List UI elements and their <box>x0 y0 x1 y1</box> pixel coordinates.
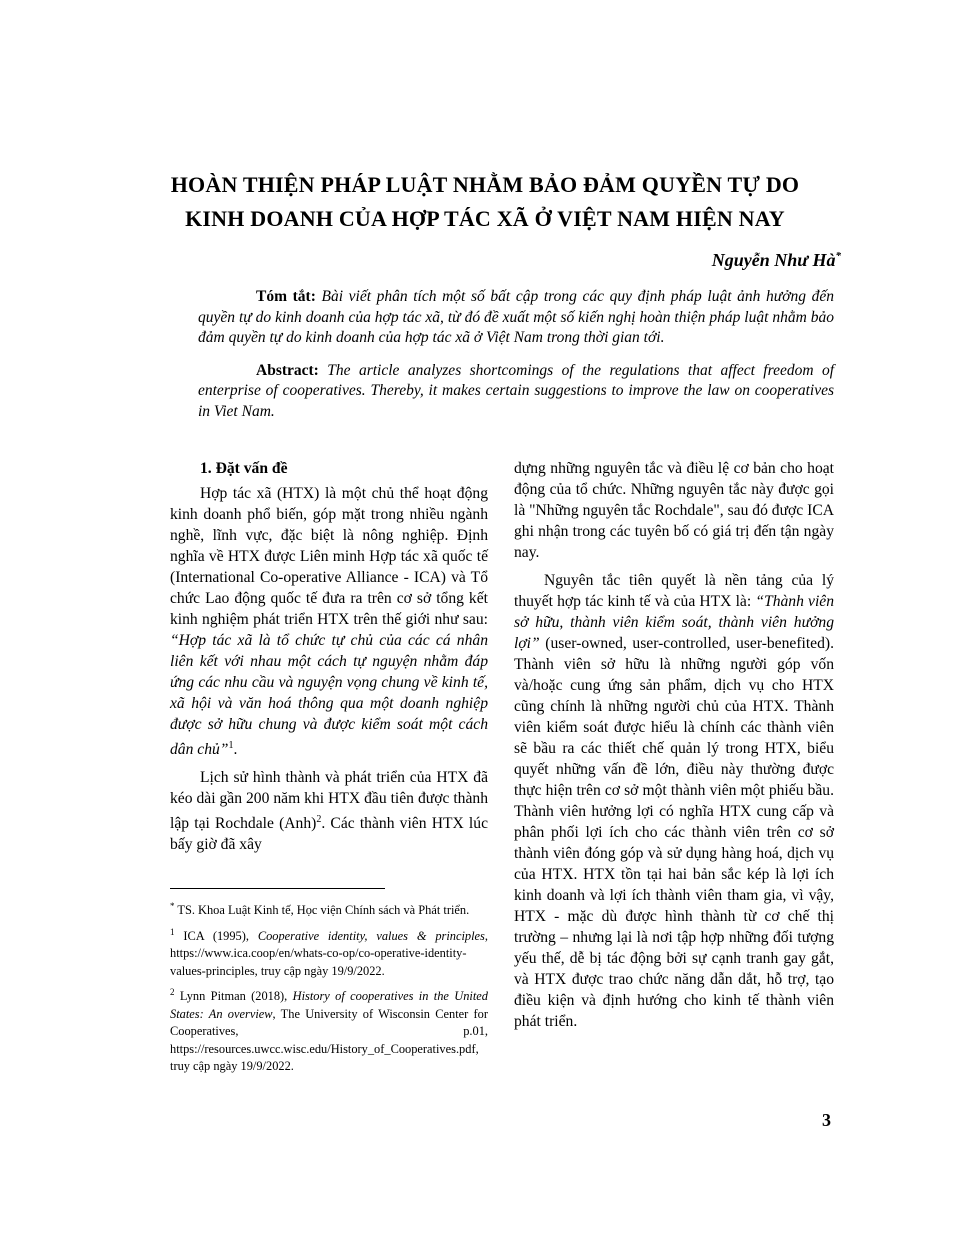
footnote-ref-1: 1 <box>228 740 234 751</box>
paragraph-text: Nguyên tắc tiên quyết là nền tảng của lý thuyết hợp tác kinh tế và của HTX là: <box>514 572 834 610</box>
summary-vi-text: Bài viết phân tích một số bất cập trong các quy định pháp luật ảnh hưởng đến quyền tự do kinh doanh của hợp tác xã, từ đó đề xuất một số kiến nghị hoàn thiện pháp luật nhằm bảo đảm quyền tự do kinh doanh của hợp tác xã ở Việt Nam trong thời gian tới. <box>198 288 834 346</box>
footnote-divider <box>170 888 385 889</box>
right-column <box>514 458 834 1039</box>
footnote-1 <box>170 924 488 981</box>
footnote-author <box>170 898 488 920</box>
footnote-mark: 1 <box>170 926 175 937</box>
left-column <box>170 458 488 862</box>
paragraph-text: (user-owned, user-controlled, user-benefited). Thành viên sở hữu là những người góp vốn và/hoặc cung ứng sản phẩm, dịch vụ cho HTX cũng chính là những người chủ của HTX. Thành viên kiểm soát được hiểu là chính các thành viên sẽ bầu ra các thiết chế quản lý trong HTX, biểu quyết những vấn đề lớn, điều này thường được thực hiện trên cơ sở một thành viên một phiếu bầu. Thành viên hưởng lợi có nghĩa HTX cung cấp và phân phối lợi ích cho các thành viên trên cơ sở thành viên đóng góp và sử dụng hàng hoá, dịch vụ của HTX. HTX tồn tại hai bản sắc kép là lợi ích kinh doanh và lợi ích thành viên tham gia, vì vậy, HTX - mặc dù được hình thành từ cơ chế thị trường – nhưng lại là nơi tập hợp những đối tượng yếu thế, dễ bị tác động bởi sự cạnh tranh gay gắt, và HTX được trao chức năng dẫn dắt, hỗ trợ, tạo điều kiện và định hướng cho kinh tế thành viên phát triển. <box>514 635 834 1030</box>
footnote-text: ICA (1995), <box>174 928 258 943</box>
paragraph-text: Lịch sử hình thành và phát triển của HTX đã kéo dài gần 200 năm khi HTX đầu tiên được thành lập tại Rochdale (Anh) <box>170 769 488 833</box>
article-title-line-1: HOÀN THIỆN PHÁP LUẬT NHẰM BẢO ĐẢM QUYỀN TỰ DO <box>170 172 800 197</box>
footnote-ref-2: 2 <box>316 814 322 826</box>
summary-en-label: Abstract: <box>256 361 319 379</box>
definition-quote: “Hợp tác xã là tổ chức tự chủ của các cá nhân liên kết với nhau một cách tự nguyện nhằm đáp ứng các nhu cầu và nguyện vọng chung về kinh tế, xã hội và văn hoá thông qua một doanh nghiệp được sở hữu chung và được kiểm soát một cách dân chủ” <box>170 632 488 759</box>
summary-english <box>198 361 834 423</box>
paragraph-core-principle <box>514 570 834 1032</box>
summary-vietnamese <box>198 287 834 349</box>
footnotes <box>170 898 488 1080</box>
author <box>712 250 841 271</box>
summary-vi-label: Tóm tắt: <box>256 288 316 305</box>
page-number: 3 <box>822 1110 831 1130</box>
footnote-text: , https://www.ica.coop/en/whats-co-op/co-operative-identity-values-principles, truy cập ngày 19/9/2022. <box>170 928 488 978</box>
footnote-mark: * <box>170 901 175 911</box>
article-title <box>100 168 870 236</box>
principle-quote: “Thành viên sở hữu, thành viên kiểm soát, thành viên hưởng lợi” <box>514 593 835 652</box>
paragraph-principles-continued: dựng những nguyên tắc và điều lệ cơ bản cho hoạt động của tổ chức. Những nguyên tắc này được gọi là "Những nguyên tắc Rochdale", sau đó được ICA ghi nhận trong các tuyên bố có giá trị đến tận ngày nay. <box>514 460 834 561</box>
footnote-mark: 2 <box>170 987 175 998</box>
paragraph-history <box>170 767 488 855</box>
section-heading: 1. Đặt vấn đề <box>200 460 288 477</box>
footnote-source-title: Cooperative identity, values & principles <box>257 928 485 943</box>
footnote-2 <box>170 984 488 1076</box>
article-title-line-2: KINH DOANH CỦA HỢP TÁC XÃ Ở VIỆT NAM HIỆN NAY <box>185 206 785 231</box>
footnote-text: , The University of Wisconsin Center for Cooperatives, p.01, https://resources.uwcc.wisc.edu/History_of_Cooperatives.pdf, truy cập ngày 19/9/2022. <box>170 1006 488 1074</box>
author-footnote-mark: * <box>835 250 841 262</box>
paragraph-text: . Các thành viên HTX lúc bấy giờ đã xây <box>170 815 488 854</box>
paragraph-text: Hợp tác xã (HTX) là một chủ thể hoạt động kinh doanh phổ biến, góp mặt trong nhiều ngành nghề, lĩnh vực, đặc biệt là nông nghiệp. Định nghĩa về HTX được Liên minh Hợp tác xã quốc tế (International Co-operative Alliance - ICA) và Tổ chức Lao động quốc tế đưa ra trên cơ sở tổng kết kinh nghiệm phát triển HTX trên thế giới như sau: <box>170 485 488 628</box>
footnote-text: TS. Khoa Luật Kinh tế, Học viện Chính sách và Phát triển. <box>174 903 470 918</box>
abstract-block <box>198 287 834 434</box>
summary-en-text: The article analyzes shortcomings of the regulations that affect freedom of enterprise of cooperatives. Thereby, it makes certain suggestions to improve the law on cooperatives in Viet Nam. <box>198 361 835 420</box>
paragraph-definition: Hợp tác xã (HTX) là một chủ thể hoạt động kinh doanh phổ biến, góp mặt trong nhiều ngành nghề, lĩnh vực, đặc biệt là nông nghiệp. Định nghĩa về HTX được Liên minh Hợp tác xã quốc tế (International Co-operative Alliance - ICA) và Tổ chức Lao động quốc tế đưa ra trên cơ sở tổng kết kinh nghiệm phát triển HTX trên thế giới như sau: “Hợp tác xã là tổ chức tự chủ của các cá nhân liên kết với nhau một cách tự nguyện nhằm đáp ứng các nhu cầu và nguyện vọng chung về kinh tế, xã hội và văn hoá thông qua một doanh nghiệp được sở hữu chung và được kiểm soát một cách dân chủ”$^1$. <box>170 485 488 759</box>
author-name: Nguyễn Như Hà <box>711 250 836 270</box>
footnote-source-title: History of cooperatives in the United States: An overview <box>170 989 488 1021</box>
footnote-text: Lynn Pitman (2018), <box>174 989 293 1004</box>
